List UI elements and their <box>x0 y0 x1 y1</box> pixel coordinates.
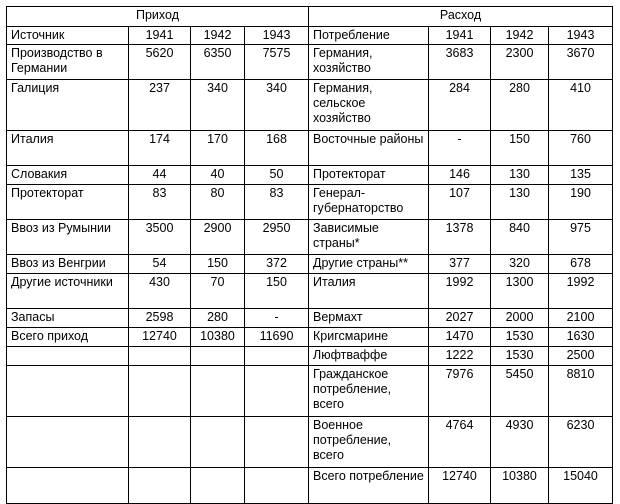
header-row <box>7 7 613 27</box>
consumer-name-cell: Вермахт <box>309 309 429 328</box>
value-cell: 7575 <box>245 45 309 80</box>
value-cell: 372 <box>245 255 309 274</box>
value-cell: 1530 <box>491 328 549 347</box>
table-row <box>7 328 613 347</box>
value-cell <box>129 347 191 366</box>
source-name-cell: Запасы <box>7 309 129 328</box>
value-cell: 6230 <box>549 417 613 468</box>
column-header-source: Источник <box>7 27 129 45</box>
source-name-cell: Производство в Германии <box>7 45 129 80</box>
consumer-name-cell: Восточные районы <box>309 131 429 166</box>
consumer-name-cell: Италия <box>309 274 429 309</box>
value-cell: 11690 <box>245 328 309 347</box>
value-cell: 1992 <box>429 274 491 309</box>
value-cell: 410 <box>549 80 613 131</box>
value-cell: 12740 <box>429 468 491 504</box>
source-name-cell: Ввоз из Румынии <box>7 220 129 255</box>
value-cell: 44 <box>129 166 191 185</box>
value-cell: 146 <box>429 166 491 185</box>
value-cell: 107 <box>429 185 491 220</box>
value-cell: 130 <box>491 185 549 220</box>
value-cell <box>191 366 245 417</box>
consumer-name-cell: Другие страны** <box>309 255 429 274</box>
value-cell <box>245 347 309 366</box>
value-cell: 40 <box>191 166 245 185</box>
value-cell: 1470 <box>429 328 491 347</box>
column-header-consumption: Потребление <box>309 27 429 45</box>
value-cell: 10380 <box>191 328 245 347</box>
value-cell: 280 <box>491 80 549 131</box>
value-cell <box>191 417 245 468</box>
value-cell: 1222 <box>429 347 491 366</box>
table-row <box>7 255 613 274</box>
table-row <box>7 366 613 417</box>
value-cell: 975 <box>549 220 613 255</box>
value-cell <box>245 468 309 504</box>
value-cell: 377 <box>429 255 491 274</box>
column-header-year: 1941 <box>429 27 491 45</box>
consumer-name-cell: Всего потребление <box>309 468 429 504</box>
value-cell: 2950 <box>245 220 309 255</box>
consumer-name-cell: Зависимые страны* <box>309 220 429 255</box>
balance-table <box>6 6 613 504</box>
consumer-name-cell: Германия, сельское хозяйство <box>309 80 429 131</box>
consumer-name-cell: Германия, хозяйство <box>309 45 429 80</box>
value-cell: 130 <box>491 166 549 185</box>
value-cell <box>129 468 191 504</box>
source-name-cell <box>7 366 129 417</box>
source-name-cell: Словакия <box>7 166 129 185</box>
value-cell: 320 <box>491 255 549 274</box>
value-cell <box>245 366 309 417</box>
value-cell: 150 <box>491 131 549 166</box>
value-cell: 2100 <box>549 309 613 328</box>
column-header-year: 1942 <box>491 27 549 45</box>
value-cell: 1992 <box>549 274 613 309</box>
value-cell: 170 <box>191 131 245 166</box>
value-cell: 1378 <box>429 220 491 255</box>
value-cell: 70 <box>191 274 245 309</box>
value-cell: 2598 <box>129 309 191 328</box>
value-cell: 678 <box>549 255 613 274</box>
value-cell: 190 <box>549 185 613 220</box>
table-row <box>7 309 613 328</box>
value-cell: 168 <box>245 131 309 166</box>
value-cell: 280 <box>191 309 245 328</box>
consumer-name-cell: Кригсмарине <box>309 328 429 347</box>
table-body <box>7 45 613 504</box>
table-row <box>7 417 613 468</box>
consumer-name-cell: Протекторат <box>309 166 429 185</box>
table-row <box>7 80 613 131</box>
value-cell: 80 <box>191 185 245 220</box>
value-cell: 2300 <box>491 45 549 80</box>
source-name-cell <box>7 347 129 366</box>
expense-header: Расход <box>309 7 613 27</box>
balance-table-wrapper <box>6 6 613 504</box>
column-header-year: 1941 <box>129 27 191 45</box>
value-cell: 237 <box>129 80 191 131</box>
value-cell <box>245 417 309 468</box>
value-cell: 2500 <box>549 347 613 366</box>
value-cell: - <box>245 309 309 328</box>
value-cell: 3670 <box>549 45 613 80</box>
value-cell: 8810 <box>549 366 613 417</box>
source-name-cell: Галиция <box>7 80 129 131</box>
value-cell: 340 <box>245 80 309 131</box>
value-cell: 7976 <box>429 366 491 417</box>
value-cell: 1530 <box>491 347 549 366</box>
value-cell: 150 <box>245 274 309 309</box>
value-cell: 6350 <box>191 45 245 80</box>
consumer-name-cell: Гражданское потребление, всего <box>309 366 429 417</box>
source-name-cell: Италия <box>7 131 129 166</box>
value-cell: 5620 <box>129 45 191 80</box>
value-cell: 2027 <box>429 309 491 328</box>
value-cell: 10380 <box>491 468 549 504</box>
value-cell: 150 <box>191 255 245 274</box>
table-row <box>7 131 613 166</box>
table-row <box>7 347 613 366</box>
value-cell: 15040 <box>549 468 613 504</box>
value-cell: 2900 <box>191 220 245 255</box>
value-cell: 5450 <box>491 366 549 417</box>
value-cell <box>129 366 191 417</box>
value-cell: 1630 <box>549 328 613 347</box>
value-cell: 3683 <box>429 45 491 80</box>
value-cell: 50 <box>245 166 309 185</box>
column-header-year: 1943 <box>245 27 309 45</box>
value-cell: 284 <box>429 80 491 131</box>
value-cell: 3500 <box>129 220 191 255</box>
table-row <box>7 166 613 185</box>
table-row <box>7 45 613 80</box>
value-cell: 83 <box>129 185 191 220</box>
value-cell <box>129 417 191 468</box>
consumer-name-cell: Люфтваффе <box>309 347 429 366</box>
value-cell: 54 <box>129 255 191 274</box>
table-row <box>7 274 613 309</box>
source-name-cell: Всего приход <box>7 328 129 347</box>
value-cell: 4764 <box>429 417 491 468</box>
income-header: Приход <box>7 7 309 27</box>
value-cell: 135 <box>549 166 613 185</box>
consumer-name-cell: Генерал-губернаторство <box>309 185 429 220</box>
value-cell: 83 <box>245 185 309 220</box>
source-name-cell: Ввоз из Венгрии <box>7 255 129 274</box>
column-header-row <box>7 27 613 45</box>
value-cell: 430 <box>129 274 191 309</box>
value-cell: 174 <box>129 131 191 166</box>
table-row <box>7 185 613 220</box>
value-cell: 340 <box>191 80 245 131</box>
column-header-year: 1943 <box>549 27 613 45</box>
value-cell: 12740 <box>129 328 191 347</box>
value-cell: 1300 <box>491 274 549 309</box>
table-row <box>7 220 613 255</box>
value-cell: 2000 <box>491 309 549 328</box>
source-name-cell <box>7 468 129 504</box>
source-name-cell: Другие источники <box>7 274 129 309</box>
source-name-cell <box>7 417 129 468</box>
consumer-name-cell: Военное потребление, всего <box>309 417 429 468</box>
table-row <box>7 468 613 504</box>
value-cell: - <box>429 131 491 166</box>
value-cell: 4930 <box>491 417 549 468</box>
column-header-year: 1942 <box>191 27 245 45</box>
value-cell: 760 <box>549 131 613 166</box>
value-cell: 840 <box>491 220 549 255</box>
source-name-cell: Протекторат <box>7 185 129 220</box>
value-cell <box>191 347 245 366</box>
value-cell <box>191 468 245 504</box>
